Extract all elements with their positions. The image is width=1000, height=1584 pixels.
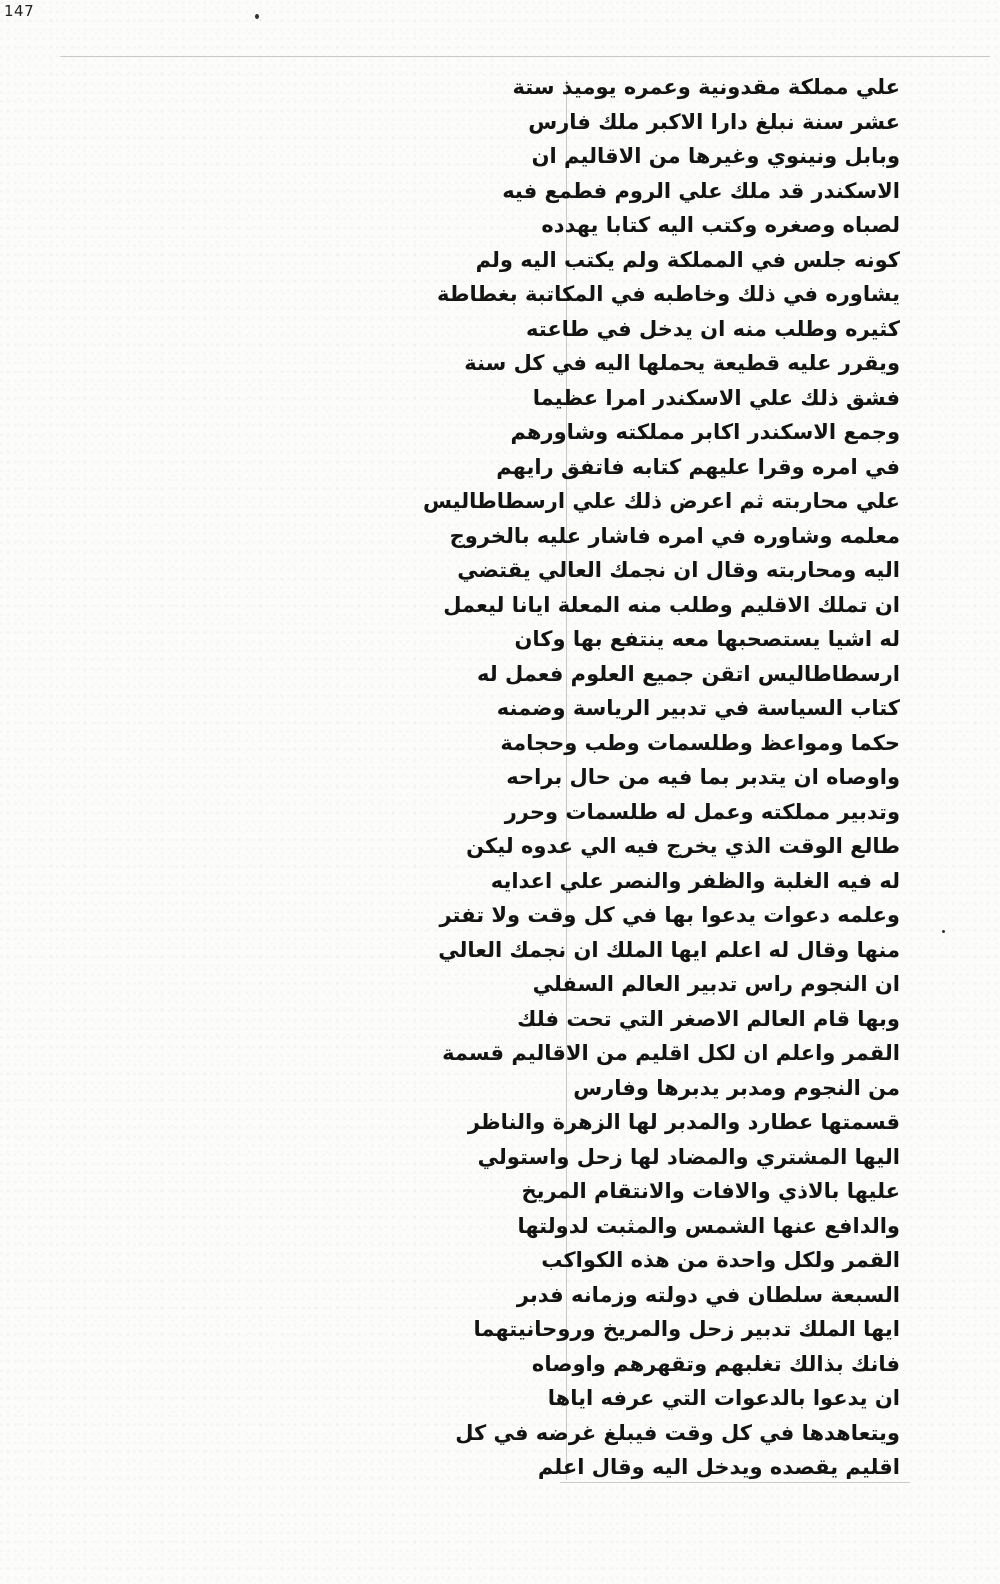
- text-line: علي محاربته ثم اعرض ذلك علي ارسطاطاليس: [422, 489, 900, 513]
- text-line: ايها الملك تدبير زحل والمريخ وروحانيتهما: [473, 1317, 900, 1341]
- text-line: وبها قام العالم الاصغر التي تحت فلك: [517, 1006, 900, 1031]
- text-line: ان النجوم راس تدبير العالم السفلي: [532, 972, 900, 996]
- text-line: الاسكندر قد ملك علي الروم فطمع فيه: [502, 178, 900, 203]
- text-line: حكما ومواعظ وطلسمات وطب وحجامة: [500, 730, 900, 755]
- text-line: وتدبير مملكته وعمل له طلسمات وحرر: [504, 799, 900, 824]
- text-line: كتاب السياسة في تدبير الرياسة وضمنه: [496, 696, 900, 720]
- text-line: القمر ولكل واحدة من هذه الكواكب: [541, 1248, 900, 1272]
- text-line: اليها المشتري والمضاد لها زحل واستولي: [477, 1144, 900, 1169]
- text-line: طالع الوقت الذي يخرج فيه الي عدوه ليكن: [466, 834, 900, 858]
- text-line: القمر واعلم ان لكل اقليم من الاقاليم قسمة: [442, 1041, 900, 1065]
- text-line: ويقرر عليه قطيعة يحملها اليه في كل سنة: [464, 351, 900, 375]
- text-line: وعلمه دعوات يدعوا بها في كل وقت ولا تفتر: [439, 903, 900, 927]
- text-line: كونه جلس في المملكة ولم يكتب اليه ولم: [475, 247, 900, 272]
- text-line: قسمتها عطارد والمدبر لها الزهرة والناظر: [467, 1110, 900, 1134]
- text-line: له فيه الغلبة والظفر والنصر علي اعدايه: [490, 868, 900, 893]
- text-line: عليها بالاذي والافات والانتقام المريخ: [521, 1179, 900, 1203]
- text-line: يشاوره في ذلك وخاطبه في المكاتبة بغطاطة: [437, 282, 900, 306]
- text-line: ان تملك الاقليم وطلب منه المعلة ايانا ليعمل: [443, 592, 900, 617]
- text-line: ويتعاهدها في كل وقت فيبلغ غرضه في كل: [455, 1420, 900, 1445]
- page-number: 147: [4, 2, 35, 20]
- text-line: اليه ومحاربته وقال ان نجمك العالي يقتضي: [457, 558, 900, 582]
- text-line: وبابل ونينوي وغيرها من الاقاليم ان: [531, 144, 900, 168]
- ink-speck: [942, 930, 945, 933]
- text-line: فانك بذالك تغلبهم وتقهرهم واوصاه: [531, 1351, 900, 1376]
- manuscript-text-block: [422, 70, 900, 1485]
- text-line: فشق ذلك علي الاسكندر امرا عظيما: [532, 385, 900, 410]
- text-line: السبعة سلطان في دولته وزمانه فدبر: [516, 1282, 900, 1307]
- text-line: معلمه وشاوره في امره فاشار عليه بالخروج: [449, 523, 900, 548]
- text-line: كثيره وطلب منه ان يدخل في طاعته: [526, 316, 900, 341]
- text-line: وجمع الاسكندر اكابر مملكته وشاورهم: [510, 420, 900, 444]
- text-line: علي مملكة مقدونية وعمره يوميذ ستة: [512, 75, 900, 99]
- top-margin-rule: [60, 56, 990, 57]
- text-line: والدافع عنها الشمس والمثبت لدولتها: [517, 1213, 900, 1238]
- text-line: ارسطاطاليس اتقن جميع العلوم فعمل له: [477, 661, 900, 686]
- text-line: منها وقال له اعلم ايها الملك ان نجمك العالي: [438, 937, 900, 962]
- text-line: له اشيا يستصحبها معه ينتفع بها وكان: [514, 627, 900, 651]
- text-line: لصباه وصغره وكتب اليه كتابا يهدده: [541, 213, 900, 237]
- text-line: في امره وقرا عليهم كتابه فاتفق رايهم: [496, 454, 900, 479]
- text-line: ان يدعوا بالدعوات التي عرفه اياها: [547, 1386, 900, 1410]
- ink-speck: [255, 14, 259, 19]
- text-line: اقليم يقصده ويدخل اليه وقال اعلم: [537, 1455, 900, 1479]
- text-line: واوصاه ان يتدبر بما فيه من حال براحه: [506, 765, 900, 789]
- text-line: من النجوم ومدبر يدبرها وفارس: [573, 1075, 900, 1100]
- text-line: عشر سنة نبلغ دارا الاكبر ملك فارس: [528, 109, 900, 134]
